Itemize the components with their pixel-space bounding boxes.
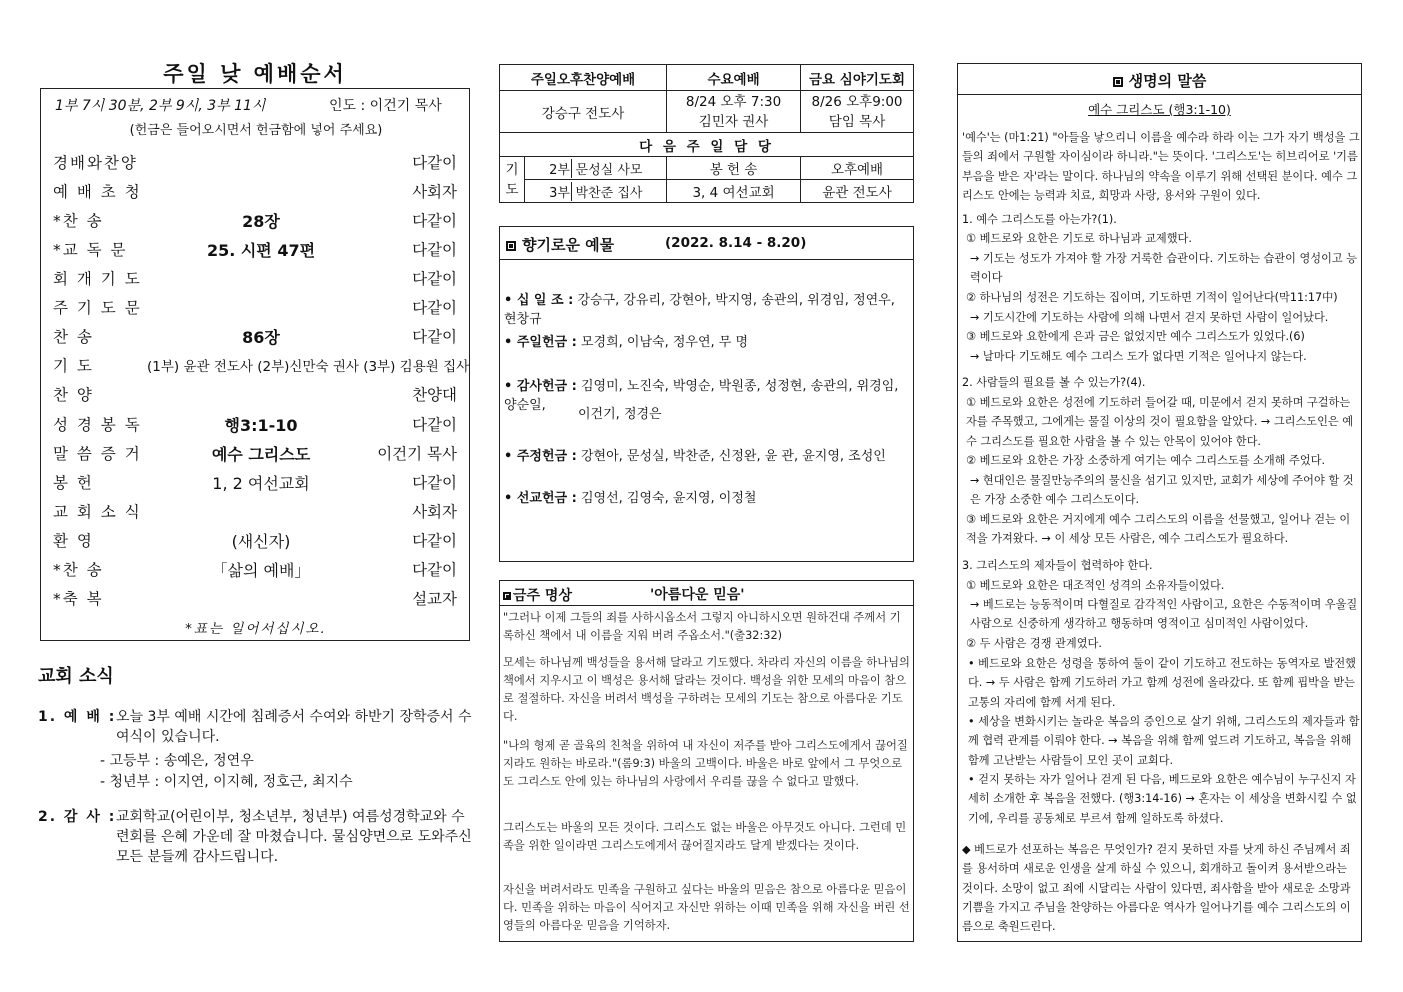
order-row: *교 독 문 25. 시편 47편 다같이	[53, 241, 457, 260]
sched-h-sunday-pm: 주일오후찬양예배	[500, 65, 667, 91]
next-afternoon-leader: 윤관 전도사	[801, 180, 914, 203]
offering-note: (헌금은 들어오시면서 헌금함에 넣어 주세요)	[129, 123, 383, 138]
meditation-title: '아름다운 믿음'	[650, 587, 745, 603]
order-row-prayer: 기 도 (1부) 윤관 전도사 (2부)신만숙 권사 (3부) 김용원 집사	[53, 357, 470, 375]
news-item-worship: 1. 예 배 : 오늘 3부 예배 시간에 침례증서 수여와 하반기 장학증서 수여식이 있습니다. - 고등부 : 송예은, 정연우 - 청년부 : 이지연, 이지혜, 정호근, 최지수	[38, 709, 472, 790]
meditation-box	[499, 580, 914, 942]
meditation-p5: 자신을 버려서라도 민족을 구원하고 싶다는 바울의 믿음은 참으로 아름다운 믿음이다. 민족을 위하는 마음이 식어지고 자신만 위하는 이때 민족을 위해 자신을 버린 선영들의 아름다운 믿음을 기억하자.	[503, 883, 910, 932]
offerings-box	[499, 226, 914, 562]
point-2c: → 현대인은 물질만능주의의 물신을 섬기고 있지만, 교회가 세상에 주어야 할 것은 가장 소중한 예수 그리스도이다.	[970, 474, 1354, 507]
sermon-title: 예수 그리스도 (행3:1-10)	[1088, 102, 1231, 117]
point-2d: ③ 베드로와 요한은 거지에게 예수 그리스도의 이름을 선물했고, 일어나 걷는 이적을 가져왔다. → 이 세상 모든 사람은, 예수 그리스도가 필요하다.	[966, 513, 1351, 546]
word-of-life-box	[957, 63, 1362, 942]
meditation-p3: "나의 형제 곧 골육의 친척을 위하여 내 자신이 저주를 받아 그리스도에게서 끊어질지라도 원하는 바로라."(롬9:3) 바울의 고백이다. 바울은 바로 앞에서 그 무엇으로도 그리스도 안에 있는 하나님의 사랑에서 우리를 끊을 수 없다고 말했다.	[503, 739, 908, 788]
point-3d: • 베드로와 요한은 성령을 통하여 둘이 같이 기도하고 전도하는 동역자로 발전했다. → 두 사람은 함께 기도하러 가고 함께 성전에 올라갔다. 또 함께 핍박을 받는 고통의 자리에 함께 서게 된다.	[968, 657, 1356, 709]
point-1: 1. 예수 그리스도를 아는가?(1).	[962, 213, 1117, 226]
order-row: 회 개 기 도 다같이	[53, 270, 457, 288]
offering-special: • 주정헌금 : 강현아, 문성실, 박찬준, 신정완, 윤 관, 윤지영, 조성인	[504, 449, 886, 464]
order-row: 찬 양 찬양대	[53, 386, 457, 404]
order-row: *찬 송 28장 다같이	[53, 212, 457, 231]
point-3b: → 베드로는 능동적이며 다혈질로 감각적인 사람이고, 요한은 수동적이며 우울질 사람으로 신중하게 생각하고 행동하며 영적이고 심미적인 사람이었다.	[970, 598, 1358, 631]
point-1f: → 날마다 기도해도 예수 그리스 도가 없다면 기적은 일어나지 않는다.	[970, 350, 1307, 363]
point-2a: ① 베드로와 요한은 성전에 기도하러 들어갈 때, 미문에서 걷지 못하며 구걸하는 자를 주목했고, 그에게는 물질 이상의 것이 필요함을 알았다. → 그리스도인은 예수 그리스도를 필요한 사람을 볼 수 있는 안목이 있어야 한다.	[966, 396, 1354, 448]
sched-h-wednesday: 수요예배	[667, 65, 801, 91]
point-1b: → 기도는 성도가 가져야 할 가장 거룩한 습관이다. 기도하는 습관이 영성이고 능력이다	[970, 252, 1358, 285]
next-offering-song: 3, 4 여선교회	[667, 180, 801, 203]
church-news-title: 교회 소식	[38, 666, 114, 687]
order-row: *축 복 설교자	[53, 590, 457, 608]
point-1c: ② 하나님의 성전은 기도하는 집이며, 기도하면 기적이 일어난다(막11:17中)	[966, 291, 1338, 304]
point-1d: → 기도시간에 기도하는 사람에 의해 나면서 걷지 못하던 사람이 일어났다.	[970, 311, 1329, 324]
next-offering-song-label: 봉 헌 송	[667, 157, 801, 180]
point-3f: • 걷지 못하는 자가 일어나 걷게 된 다음, 베드로와 요한은 예수님이 누구신지 자세히 소개한 후 복음을 전했다. (행3:14-16) → 혼자는 이 세상을 변화시킬 수 없기에, 우리를 공동체로 부르셔 함께 일하도록 하셨다.	[968, 773, 1357, 825]
stand-footnote: *표는 일어서십시오.	[185, 621, 327, 637]
meditation-p1: "그러나 이제 그들의 죄를 사하시옵소서 그렇지 아니하시오면 원하건대 주께서 기록하신 책에서 내 이름을 지워 버려 주옵소서."(출32:32)	[503, 611, 901, 642]
worship-leader: 인도 : 이건기 목사	[329, 98, 442, 114]
sched-friday-cell: 8/26 오후9:00 담임 목사	[801, 91, 914, 133]
order-row: 교 회 소 식 사회자	[53, 503, 457, 521]
sched-wednesday-cell: 8/24 오후 7:30 김민자 권사	[667, 91, 801, 133]
order-row: 주 기 도 문 다같이	[53, 299, 457, 317]
point-3a: ① 베드로와 요한은 대조적인 성격의 소유자들이었다.	[966, 579, 1225, 592]
offering-thanks: • 감사헌금 : 김영미, 노진숙, 박영순, 박원종, 성정현, 송관의, 위경임, 양순일,	[504, 379, 899, 413]
word-conclusion: ◆ 베드로가 선포하는 복음은 무엇인가? 걷지 못하던 자를 낫게 하신 주님께서 죄를 용서하며 새로운 인생을 살게 하실 수 있으니, 회개하고 돌이켜 용서받으라는 것이다. 소망이 없고 죄에 시달리는 사람이 있다면, 죄사함을 받아 새로운 소망과 기쁨을 가지고 주님을 찬양하는 아름다운 역사가 일어나기를 예수 그리스도의 이름으로 축원드린다.	[962, 843, 1351, 934]
next-3bu: 3부 박찬준 집사	[525, 180, 667, 203]
order-row: 말 씀 증 거 예수 그리스도 이건기 목사	[53, 445, 457, 464]
next-sunday-header: 다 음 주 일 담 당	[500, 133, 914, 157]
news-item-thanks: 2. 감 사 : 교회학교(어린이부, 청소년부, 청년부) 여름성경학교와 수련회를 은혜 가운데 잘 마쳤습니다. 물심양면으로 도와주신 모든 분들께 감사드립니다.	[38, 809, 472, 865]
worship-order-box	[40, 88, 470, 641]
order-row: 봉 헌 1, 2 여선교회 다같이	[53, 474, 457, 493]
square-bullet-icon	[503, 592, 511, 600]
point-3: 3. 그리스도의 제자들이 협력하야 한다.	[962, 559, 1153, 572]
square-bullet-icon	[1113, 77, 1123, 87]
order-row: 경배와찬양 다같이	[53, 154, 457, 172]
news-sub-highschool: - 고등부 : 송예은, 정연우	[100, 753, 254, 769]
next-afternoon-label: 오후예배	[801, 157, 914, 180]
offerings-period: (2022. 8.14 - 8.20)	[665, 235, 807, 251]
point-1e: ③ 베드로와 요한에게 은과 금은 없었지만 예수 그리스도가 있었다.(6)	[966, 330, 1305, 343]
square-bullet-icon	[506, 241, 516, 251]
prayer-col: 기 도	[500, 157, 525, 203]
service-times: 1부 7시 30분, 2부 9시, 3부 11시	[55, 98, 266, 114]
worship-title: 주일 낮 예배순서	[163, 62, 347, 86]
order-row: *찬 송 「삶의 예배」 다같이	[53, 561, 457, 580]
offering-mission: • 선교헌금 : 김영선, 김영숙, 윤지영, 이정철	[504, 491, 757, 506]
offering-sunday: • 주일헌금 : 모경희, 이남숙, 정우연, 무 명	[504, 335, 749, 350]
next-2bu: 2부 문성실 사모	[525, 157, 667, 180]
schedule-table	[499, 64, 914, 203]
sched-sunday-pm-leader: 강승구 전도사	[500, 91, 667, 133]
word-header: 생명의 말씀	[958, 64, 1361, 95]
order-row: 찬 송 86장 다같이	[53, 328, 457, 347]
point-2b: ② 베드로와 요한은 가장 소중하게 여기는 예수 그리스도를 소개해 주었다.	[966, 454, 1325, 467]
order-row: 예 배 초 청 사회자	[53, 183, 457, 201]
point-2: 2. 사람들의 필요를 볼 수 있는가?(4).	[962, 376, 1146, 389]
offerings-header: 향기로운 예물 (2022. 8.14 - 8.20)	[500, 227, 913, 260]
order-row: 성 경 봉 독 행3:1-10 다같이	[53, 416, 457, 435]
order-row: 환 영 (새신자) 다같이	[53, 532, 457, 551]
offering-thanks-cont: 이건기, 정경은	[578, 407, 662, 422]
meditation-header: 금주 명상 '아름다운 믿음'	[500, 581, 913, 606]
word-intro: '예수'는 (마1:21) "아들을 낳으리니 이름을 예수라 하라 이는 그가 자기 백성을 그들의 죄에서 구원할 자이심이라 하니라."는 뜻이다. '그리스도'는 히브리어로 '기름 부음을 받은 자'라는 말이다. 하나님의 약속을 이루기 위해 선택된 분이다. 예수 그리스도 안에는 능력과 치료, 희망과 사랑, 용서와 구원이 있다.	[962, 131, 1360, 202]
offering-tithe: • 십 일 조 : 강승구, 강유리, 강현아, 박지영, 송관의, 위경임, 정연우, 현창규	[504, 293, 895, 327]
point-1a: ① 베드로와 요한은 기도로 하나님과 교제했다.	[966, 232, 1192, 245]
point-3e: • 세상을 변화시키는 놀라운 복음의 증인으로 살기 위해, 그리스도의 제자들과 함께 협력 관계를 이뤄야 한다. → 복음을 위해 함께 엎드려 기도하고, 복음을 위해 함께 고난받는 사람들이 모인 곳이 교회다.	[968, 715, 1360, 767]
news-sub-youth: - 청년부 : 이지연, 이지혜, 정호근, 최지수	[100, 774, 353, 790]
prayer-detail: (1부) 윤관 전도사 (2부)신만숙 권사 (3부) 김용원 집사	[147, 359, 470, 375]
meditation-p4: 그리스도는 바울의 모든 것이다. 그리스도 없는 바울은 아무것도 아니다. 그런데 민족을 위한 일이라면 그리스도에게서 끊어질지라도 달게 받겠다는 것이다.	[503, 821, 907, 852]
meditation-p2: 모세는 하나님께 백성들을 용서해 달라고 기도했다. 차라리 자신의 이름을 하나님의 책에서 지우시고 이 백성은 용서해 달라는 것이다. 백성을 위한 모세의 마음이 참으로 절절하다. 자신을 버려서 백성을 구하려는 모세의 기도는 참으로 아름다운 기도다.	[503, 656, 910, 723]
point-3c: ② 두 사람은 경쟁 관계였다.	[966, 637, 1102, 650]
sched-h-friday: 금요 심야기도회	[801, 65, 914, 91]
